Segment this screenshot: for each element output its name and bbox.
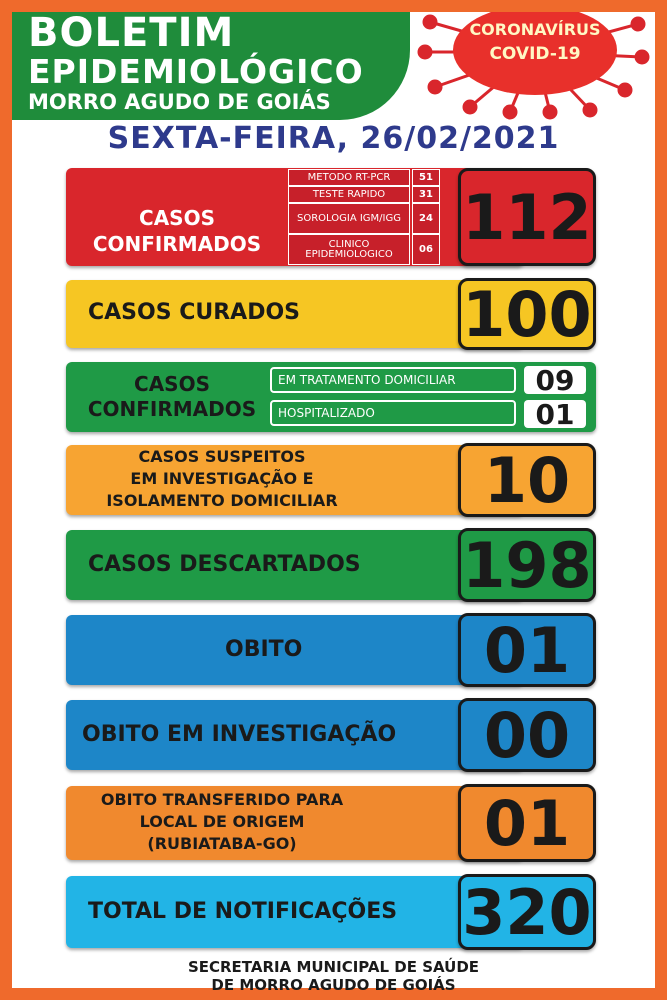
breakdown-row — [288, 234, 440, 265]
deaths-investigation-label: OBITO EM INVESTIGAÇÃO — [82, 722, 397, 747]
breakdown-value: 24 — [412, 203, 440, 234]
suspected-label — [72, 446, 372, 512]
deaths-transferred-line3: (RUBIATABA-GO) — [147, 834, 297, 853]
breakdown-name: CLINICO EPIDEMIOLOGICO — [288, 234, 410, 265]
breakdown-name: TESTE RAPIDO — [288, 186, 410, 203]
report-date: SEXTA-FEIRA, 26/02/2021 — [107, 121, 560, 156]
hospitalized-value: 01 — [524, 400, 586, 428]
deaths-transferred-value: 01 — [458, 784, 596, 862]
breakdown-name: METODO RT-PCR — [288, 169, 410, 186]
header-subtitle: EPIDEMIOLÓGICO — [28, 52, 364, 91]
suspected-label-line3: ISOLAMENTO DOMICILIAR — [106, 491, 338, 510]
active-label — [80, 372, 264, 422]
header-title: BOLETIM — [28, 10, 235, 56]
suspected-label-line2: EM INVESTIGAÇÃO E — [130, 469, 314, 488]
confirmed-label-line2: CONFIRMADOS — [92, 232, 262, 256]
covid-badge-line1: CORONAVÍRUS — [469, 20, 601, 39]
header-city: MORRO AGUDO DE GOIÁS — [28, 90, 331, 114]
covid-badge-line2: COVID-19 — [489, 44, 581, 64]
deaths-value: 01 — [458, 613, 596, 687]
breakdown-value: 31 — [412, 186, 440, 203]
home-treatment-value: 09 — [524, 366, 586, 394]
discarded-value: 198 — [458, 528, 596, 602]
breakdown-row — [288, 169, 440, 186]
suspected-value: 10 — [458, 443, 596, 517]
breakdown-value: 06 — [412, 234, 440, 265]
hospitalized-label: HOSPITALIZADO — [270, 400, 516, 426]
active-label-line1: CASOS — [134, 372, 210, 396]
confirmed-label — [72, 205, 282, 257]
discarded-label: CASOS DESCARTADOS — [88, 552, 361, 577]
breakdown-value: 51 — [412, 169, 440, 186]
deaths-label: OBITO — [225, 637, 303, 662]
cured-label: CASOS CURADOS — [88, 300, 301, 325]
deaths-investigation-value: 00 — [458, 698, 596, 772]
active-label-line2: CONFIRMADOS — [87, 397, 257, 421]
confirmed-label-line1: CASOS — [139, 206, 215, 230]
confirmed-total: 112 — [458, 168, 596, 266]
cured-value: 100 — [458, 278, 596, 350]
home-treatment-label: EM TRATAMENTO DOMICILIAR — [270, 367, 516, 393]
deaths-transferred-line2: LOCAL DE ORIGEM — [139, 812, 305, 831]
notifications-label: TOTAL DE NOTIFICAÇÕES — [88, 899, 398, 924]
notifications-value: 320 — [458, 874, 596, 950]
deaths-transferred-line1: OBITO TRANSFERIDO PARA — [100, 790, 344, 809]
footer-line1: SECRETARIA MUNICIPAL DE SAÚDE — [187, 958, 480, 976]
footer-line2: DE MORRO AGUDO DE GOIÁS — [211, 976, 456, 994]
breakdown-name: SOROLOGIA IGM/IGG — [288, 203, 410, 234]
suspected-label-line1: CASOS SUSPEITOS — [138, 447, 306, 466]
footer — [12, 958, 655, 994]
breakdown-row — [288, 203, 440, 234]
breakdown-row — [288, 186, 440, 203]
deaths-transferred-label — [72, 789, 372, 855]
